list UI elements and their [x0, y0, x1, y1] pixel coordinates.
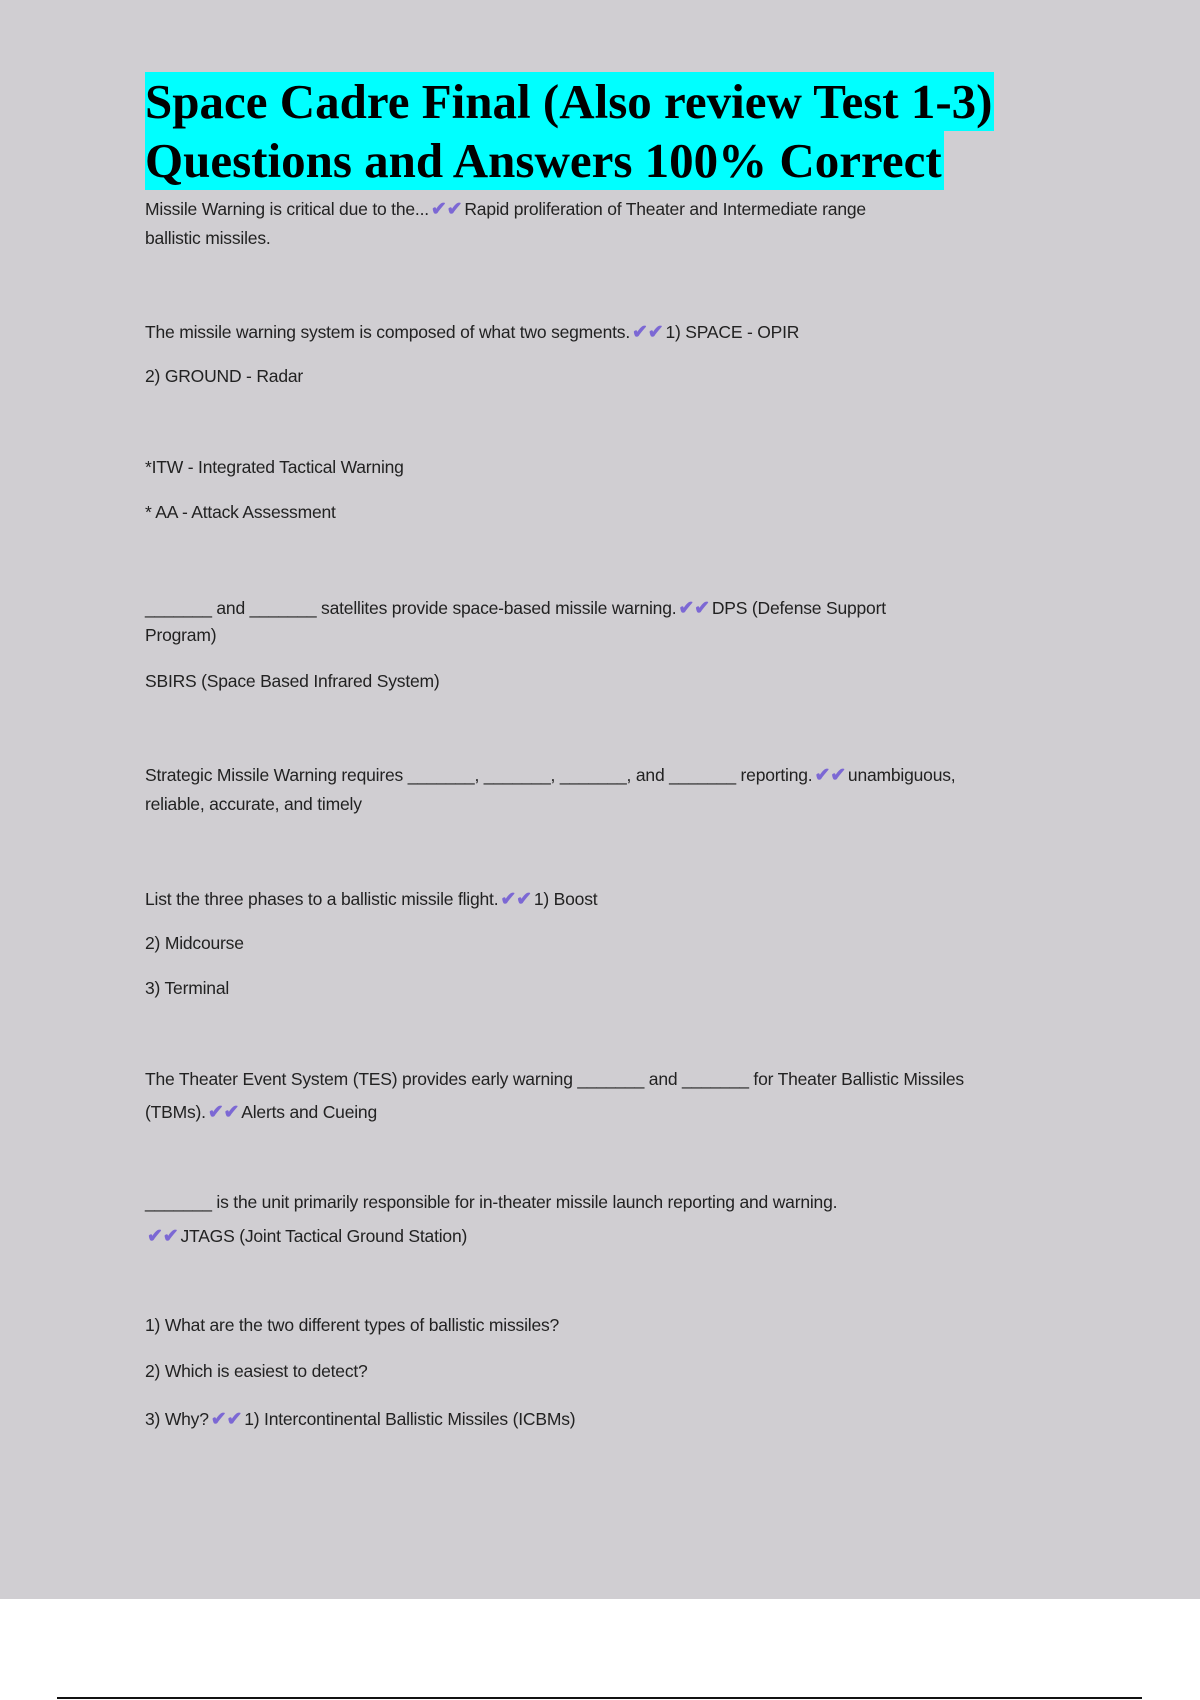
question-text: The missile warning system is composed of what two segments. [145, 322, 630, 342]
qa-line [145, 1408, 575, 1431]
question-text: 2) GROUND - Radar [145, 366, 304, 386]
answer-text: Alerts and Cueing [241, 1102, 377, 1122]
qa-line [145, 978, 229, 999]
check-mark-icon: ✔✔ [430, 199, 463, 220]
check-mark-icon: ✔✔ [147, 1226, 179, 1247]
check-mark-icon: ✔✔ [210, 1409, 243, 1430]
answer-text: 1) SPACE - OPIR [665, 322, 800, 342]
qa-line [145, 671, 440, 692]
question-text: *ITW - Integrated Tactical Warning [145, 457, 404, 477]
check-mark-icon: ✔✔ [632, 322, 664, 343]
question-text: 2) Which is easiest to detect? [145, 1361, 368, 1381]
qa-line [145, 1192, 837, 1213]
qa-line [145, 1101, 377, 1124]
check-mark-icon: ✔✔ [678, 598, 710, 619]
question-text: 1) What are the two different types of ballistic missiles? [145, 1315, 560, 1335]
answer-text: 1) Intercontinental Ballistic Missiles (ICBMs) [244, 1409, 576, 1429]
qa-line [145, 625, 216, 646]
qa-line [145, 888, 597, 911]
question-text: ballistic missiles. [145, 228, 271, 248]
answer-text: unambiguous, [847, 765, 956, 785]
question-text: * AA - Attack Assessment [145, 502, 336, 522]
qa-line [145, 198, 866, 221]
qa-line [145, 794, 362, 815]
qa-line [145, 502, 336, 523]
qa-line [145, 1361, 368, 1382]
qa-line [145, 366, 303, 387]
qa-line [145, 597, 886, 620]
qa-line [145, 457, 404, 478]
question-text: Missile Warning is critical due to the... [145, 199, 429, 219]
question-text: The Theater Event System (TES) provides early warning _______ and _______ for Theater Ballistic Missiles [145, 1069, 964, 1089]
question-text: _______ and _______ satellites provide space-based missile warning. [145, 598, 677, 618]
question-text: _______ is the unit primarily responsible for in-theater missile launch reporting and warning. [145, 1192, 838, 1212]
question-text: SBIRS (Space Based Infrared System) [145, 671, 440, 691]
check-mark-icon: ✔✔ [814, 765, 846, 786]
footer-divider [57, 1697, 1142, 1699]
qa-line [145, 228, 271, 249]
title-line-1: Space Cadre Final (Also review Test 1-3) [145, 74, 993, 129]
document-title [145, 72, 994, 190]
check-mark-icon: ✔✔ [500, 889, 532, 910]
qa-line [145, 1225, 467, 1248]
answer-text: 1) Boost [533, 889, 598, 909]
question-text: (TBMs). [145, 1102, 206, 1122]
question-text: Strategic Missile Warning requires _______, _______, _______, and _______ reporting. [145, 765, 813, 785]
answer-text: DPS (Defense Support [711, 598, 886, 618]
question-text: Program) [145, 625, 217, 645]
qa-line [145, 1315, 559, 1336]
qa-line [145, 933, 244, 954]
question-text: reliable, accurate, and timely [145, 794, 362, 814]
question-text: 2) Midcourse [145, 933, 244, 953]
qa-line [145, 764, 955, 787]
question-text: 3) Terminal [145, 978, 230, 998]
qa-line [145, 1069, 964, 1090]
question-text: List the three phases to a ballistic missile flight. [145, 889, 499, 909]
qa-line [145, 321, 799, 344]
title-line-2: Questions and Answers 100% Correct [145, 133, 942, 188]
answer-text: JTAGS (Joint Tactical Ground Station) [180, 1226, 468, 1246]
question-text: 3) Why? [145, 1409, 209, 1429]
answer-text: Rapid proliferation of Theater and Intermediate range [464, 199, 866, 219]
check-mark-icon: ✔✔ [207, 1102, 240, 1123]
